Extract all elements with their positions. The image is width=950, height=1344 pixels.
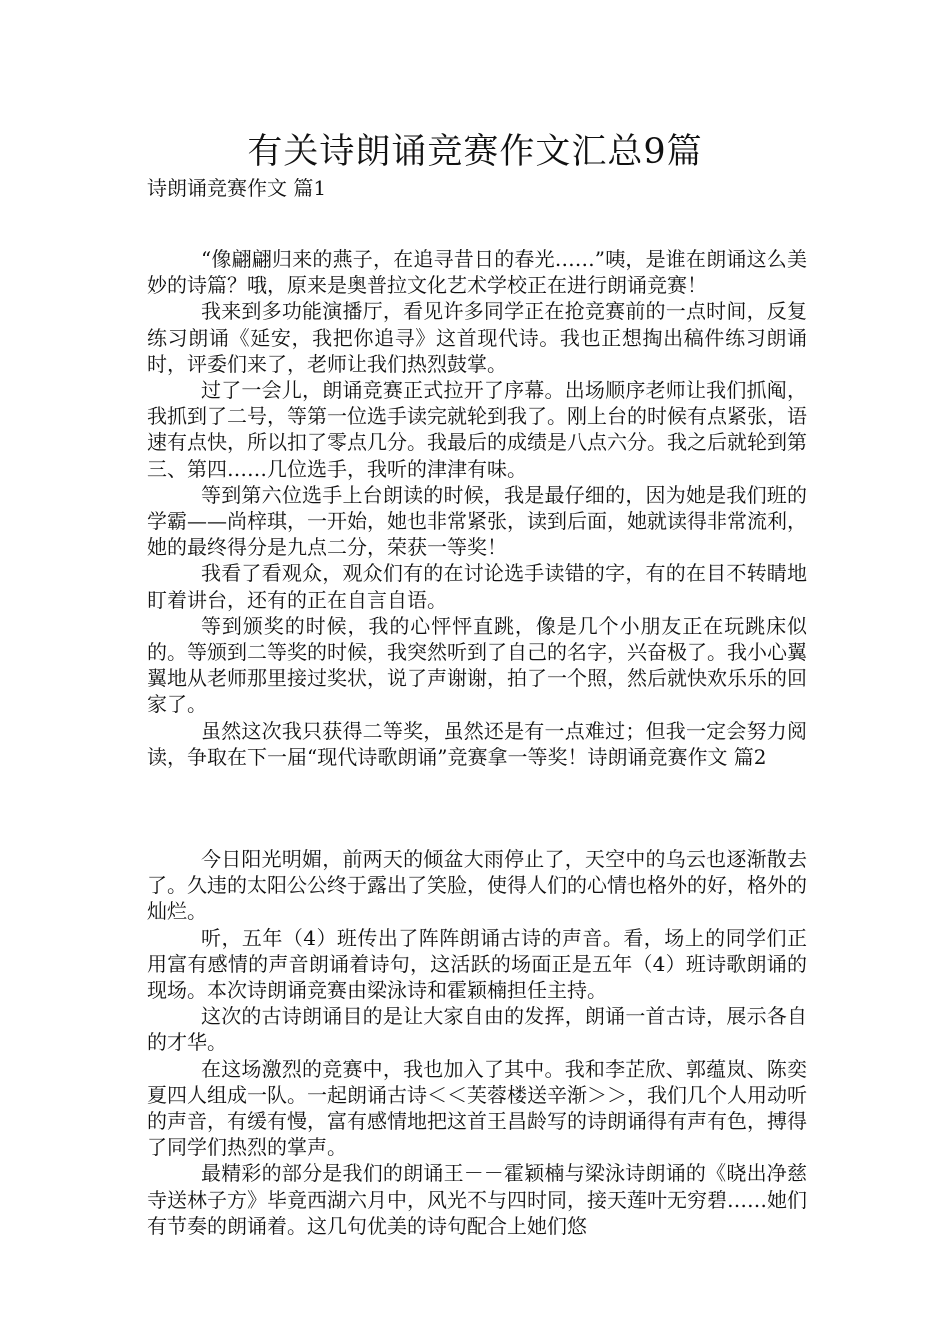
- paragraph: 今日阳光明媚，前两天的倾盆大雨停止了，天空中的乌云也逐渐散去了。久违的太阳公公终于露出了笑脸，使得人们的心情也格外的好，格外的灿烂。: [147, 847, 807, 924]
- paragraph: 我看了看观众，观众们有的在讨论选手读错的字，有的在目不转睛地盯着讲台，还有的正在自言自语。: [147, 561, 807, 612]
- paragraph: 等到颁奖的时候，我的心怦怦直跳，像是几个小朋友正在玩跳床似的。等颁到二等奖的时候，我突然听到了自己的名字，兴奋极了。我小心翼翼地从老师那里接过奖状，说了声谢谢，拍了一个照，然后就快欢乐乐的回家了。: [147, 613, 807, 717]
- paragraph: 最精彩的部分是我们的朗诵王－－霍颖楠与梁泳诗朗诵的《晓出净慈寺送林子方》毕竟西湖六月中，风光不与四时同，接天莲叶无穷碧……她们有节奏的朗诵着。这几句优美的诗句配合上她们悠: [147, 1161, 807, 1238]
- paragraph: 这次的古诗朗诵目的是让大家自由的发挥，朗诵一首古诗，展示各自的才华。: [147, 1004, 807, 1055]
- paragraph: “像翩翩归来的燕子，在追寻昔日的春光……”咦，是谁在朗诵这么美妙的诗篇？哦，原来是奥普拉文化艺术学校正在进行朗诵竞赛！: [147, 247, 807, 298]
- section-1-heading: 诗朗诵竞赛作文 篇1: [147, 176, 327, 200]
- paragraph: 等到第六位选手上台朗读的时候，我是最仔细的，因为她是我们班的学霸——尚梓琪，一开始，她也非常紧张，读到后面，她就读得非常流利，她的最终得分是九点二分，荣获一等奖！: [147, 482, 807, 560]
- paragraph: 我来到多功能演播厅，看见许多同学正在抢竞赛前的一点时间，反复练习朗诵《延安，我把你追寻》这首现代诗。我也正想掏出稿件练习朗诵时，评委们来了，老师让我们热烈鼓掌。: [147, 299, 807, 376]
- paragraph: 听，五年（4）班传出了阵阵朗诵古诗的声音。看，场上的同学们正用富有感情的声音朗诵着诗句，这活跃的场面正是五年（4）班诗歌朗诵的现场。本次诗朗诵竞赛由梁泳诗和霍颖楠担任主持。: [147, 925, 807, 1003]
- paragraph: 过了一会儿，朗诵竞赛正式拉开了序幕。出场顺序老师让我们抓阄，我抓到了二号，等第一位选手读完就轮到我了。刚上台的时候有点紧张，语速有点快，所以扣了零点几分。我最后的成绩是八点六分。我之后就轮到第三、第四……几位选手，我听的津津有味。: [147, 378, 807, 481]
- document-title: 有关诗朗诵竞赛作文汇总9篇: [247, 132, 703, 172]
- paragraph: 在这场激烈的竞赛中，我也加入了其中。我和李芷欣、郭蕴岚、陈奕夏四人组成一队。一起朗诵古诗＜＜芙蓉楼送辛渐＞＞，我们几个人用动听的声音，有缓有慢，富有感情地把这首王昌龄写的诗朗诵得有声有色，搏得了同学们热烈的掌声。: [147, 1056, 807, 1160]
- paragraph: 虽然这次我只获得二等奖，虽然还是有一点难过；但我一定会努力阅读，争取在下一届“现代诗歌朗诵”竞赛拿一等奖！诗朗诵竞赛作文 篇2: [147, 718, 807, 769]
- section-2-body: [147, 846, 807, 1239]
- section-1-body: [147, 246, 807, 770]
